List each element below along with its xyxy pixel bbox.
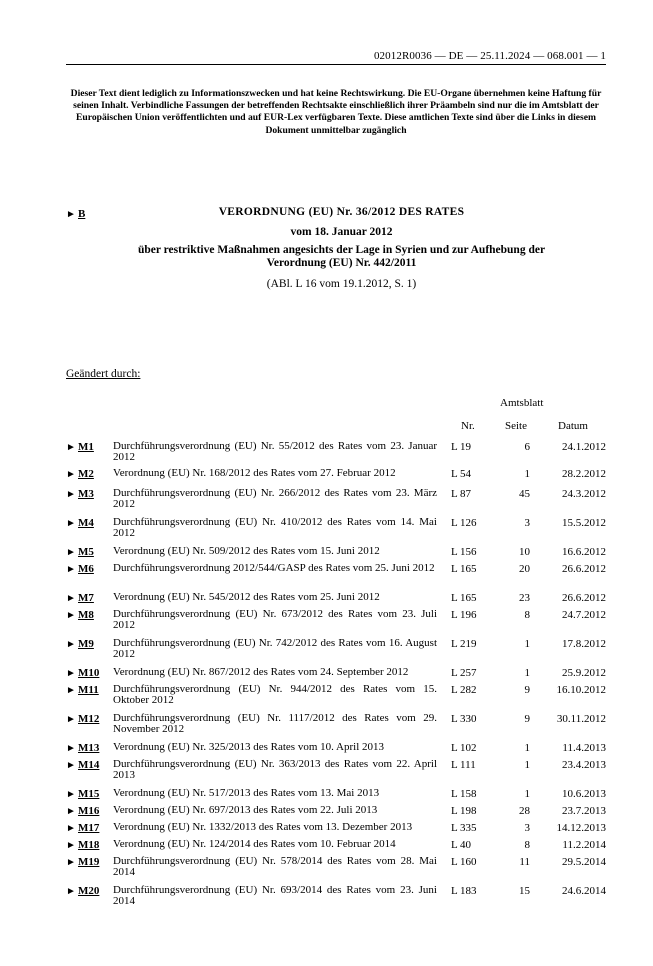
marker-arrow-icon: ►: [66, 743, 76, 754]
marker-arrow-icon: ►: [66, 857, 76, 868]
amendment-page: 9: [524, 713, 530, 725]
amendment-date: 11.2.2014: [562, 839, 606, 851]
amendment-row: [66, 759, 606, 785]
marker-arrow-icon: ►: [66, 685, 76, 696]
amendment-code-link[interactable]: M4: [78, 517, 94, 529]
amendment-oj-number: L 257: [451, 667, 477, 679]
amendment-oj-number: L 126: [451, 517, 477, 529]
marker-arrow-icon: ►: [66, 442, 76, 453]
amendment-row: [66, 638, 606, 664]
amendment-oj-number: L 330: [451, 713, 477, 725]
amendment-date: 14.12.2013: [556, 822, 606, 834]
amendment-oj-number: L 40: [451, 839, 472, 851]
amendment-date: 24.6.2014: [562, 885, 606, 897]
amendment-page: 3: [524, 517, 530, 529]
amendment-code-link[interactable]: M19: [78, 856, 100, 868]
marker-arrow-icon: ►: [66, 806, 76, 817]
amendment-marker[interactable]: [66, 609, 94, 621]
amendment-row: [66, 684, 606, 710]
base-act-code-link[interactable]: B: [78, 208, 86, 220]
amendment-code-link[interactable]: M20: [78, 885, 100, 897]
amendment-marker[interactable]: [66, 517, 94, 529]
amendment-row: [66, 441, 606, 467]
amendment-marker[interactable]: [66, 805, 99, 817]
amendment-code-link[interactable]: M3: [78, 488, 94, 500]
marker-arrow-icon: ►: [66, 489, 76, 500]
amendment-code-link[interactable]: M11: [78, 684, 99, 696]
amendment-page: 8: [524, 609, 530, 621]
amendment-code-link[interactable]: M16: [78, 805, 100, 817]
amendment-code-link[interactable]: M17: [78, 822, 100, 834]
amendment-oj-number: L 198: [451, 805, 477, 817]
amendment-title: Durchführungsverordnung 2012/544/GASP des Rates vom 25. Juni 2012: [113, 562, 435, 574]
amendment-oj-number: L 102: [451, 742, 477, 754]
amendment-marker[interactable]: [66, 713, 99, 725]
amendment-oj-number: L 196: [451, 609, 477, 621]
amendment-row: [66, 856, 606, 882]
column-heading-no: Nr.: [461, 420, 475, 432]
marker-arrow-icon: ►: [66, 209, 76, 220]
amendment-title: Verordnung (EU) Nr. 1332/2013 des Rates vom 13. Dezember 2013: [113, 821, 413, 833]
amendment-row: [66, 713, 606, 739]
amendment-title: Verordnung (EU) Nr. 697/2013 des Rates vom 22. Juli 2013: [113, 804, 378, 816]
amendment-marker[interactable]: [66, 488, 94, 500]
amendment-date: 17.8.2012: [562, 638, 606, 650]
amendment-page: 20: [519, 563, 530, 575]
marker-arrow-icon: ►: [66, 610, 76, 621]
amendment-date: 16.6.2012: [562, 546, 606, 558]
amendment-code-link[interactable]: M18: [78, 839, 100, 851]
amendment-page: 15: [519, 885, 530, 897]
amendment-date: 29.5.2014: [562, 856, 606, 868]
amendment-marker[interactable]: [66, 468, 94, 480]
amendment-oj-number: L 282: [451, 684, 477, 696]
amendment-page: 1: [524, 638, 530, 650]
amendment-date: 24.1.2012: [562, 441, 606, 453]
amendment-date: 11.4.2013: [562, 742, 606, 754]
amendment-row: [66, 563, 606, 589]
amendment-date: 15.5.2012: [562, 517, 606, 529]
amendment-page: 1: [524, 742, 530, 754]
amendment-oj-number: L 158: [451, 788, 477, 800]
amendment-oj-number: L 165: [451, 563, 477, 575]
regulation-oj-reference: (ABl. L 16 vom 19.1.2012, S. 1): [266, 278, 417, 290]
regulation-subject: über restriktive Maßnahmen angesichts der Lage in Syrien und zur Aufhebung der Verordnung (EU) Nr. 442/2011: [137, 244, 546, 269]
amendment-title: Durchführungsverordnung (EU) Nr. 578/2014 des Rates vom 28. Mai 2014: [113, 855, 437, 878]
amendment-title: Verordnung (EU) Nr. 867/2012 des Rates vom 24. September 2012: [113, 666, 409, 678]
amendment-marker[interactable]: [66, 788, 99, 800]
amendment-date: 23.4.2013: [562, 759, 606, 771]
amendment-date: 26.6.2012: [562, 592, 606, 604]
amendment-code-link[interactable]: M9: [78, 638, 94, 650]
amendment-page: 6: [524, 441, 530, 453]
header-rule: [66, 64, 606, 65]
amendment-page: 11: [519, 856, 530, 868]
amendment-title: Durchführungsverordnung (EU) Nr. 944/2012 des Rates vom 15. Oktober 2012: [113, 683, 437, 706]
marker-arrow-icon: ►: [66, 668, 76, 679]
amendment-code-link[interactable]: M7: [78, 592, 94, 604]
header-reference: 02012R0036 — DE — 25.11.2024 — 068.001 — 1: [373, 50, 606, 62]
amendment-code-link[interactable]: M6: [78, 563, 94, 575]
regulation-heading: [80, 206, 603, 290]
amendment-code-link[interactable]: M13: [78, 742, 100, 754]
amendment-page: 28: [519, 805, 530, 817]
amendment-page: 1: [524, 667, 530, 679]
amendment-code-link[interactable]: M14: [78, 759, 100, 771]
amendment-date: 24.7.2012: [562, 609, 606, 621]
amendment-date: 24.3.2012: [562, 488, 606, 500]
amendment-date: 10.6.2013: [562, 788, 606, 800]
amendment-title: Durchführungsverordnung (EU) Nr. 363/2013 des Rates vom 22. April 2013: [113, 758, 437, 781]
amendment-title: Durchführungsverordnung (EU) Nr. 693/2014 des Rates vom 23. Juni 2014: [113, 884, 437, 907]
column-heading-page: Seite: [505, 420, 527, 432]
marker-arrow-icon: ►: [66, 639, 76, 650]
amendment-page: 8: [524, 839, 530, 851]
amendment-row: [66, 488, 606, 514]
regulation-title: VERORDNUNG (EU) Nr. 36/2012 DES RATES: [218, 206, 465, 218]
amendment-title: Durchführungsverordnung (EU) Nr. 742/2012 des Rates vom 16. August 2012: [113, 637, 437, 660]
amendment-date: 23.7.2013: [562, 805, 606, 817]
marker-arrow-icon: ►: [66, 564, 76, 575]
marker-arrow-icon: ►: [66, 593, 76, 604]
amendment-oj-number: L 156: [451, 546, 477, 558]
regulation-date: vom 18. Januar 2012: [290, 226, 393, 238]
amended-by-label: Geändert durch:: [66, 368, 141, 380]
amendment-page: 10: [519, 546, 530, 558]
amendment-title: Verordnung (EU) Nr. 168/2012 des Rates vom 27. Februar 2012: [113, 467, 396, 479]
amendment-code-link[interactable]: M15: [78, 788, 100, 800]
amendment-marker[interactable]: [66, 441, 94, 453]
amendment-date: 16.10.2012: [556, 684, 606, 696]
amendment-row: [66, 885, 606, 911]
amendment-marker[interactable]: [66, 684, 99, 696]
amendment-oj-number: L 160: [451, 856, 477, 868]
amendment-code-link[interactable]: M8: [78, 609, 94, 621]
amendment-page: 1: [524, 788, 530, 800]
marker-arrow-icon: ►: [66, 547, 76, 558]
amendment-page: 1: [524, 759, 530, 771]
amendment-row: [66, 517, 606, 543]
amendment-title: Durchführungsverordnung (EU) Nr. 410/2012 des Rates vom 14. Mai 2012: [113, 516, 437, 539]
marker-arrow-icon: ►: [66, 789, 76, 800]
amendment-code-link[interactable]: M5: [78, 546, 94, 558]
marker-arrow-icon: ►: [66, 823, 76, 834]
amendment-title: Verordnung (EU) Nr. 325/2013 des Rates vom 10. April 2013: [113, 741, 384, 753]
disclaimer: Dieser Text dient lediglich zu Informationszwecken und hat keine Rechtswirkung. Die EU-Organe übernehmen keine Haftung für seinen Inhalt. Verbindliche Fassungen der betreffenden Rechtsakte einschließlich ihrer Präambeln sind nur die im Amtsblatt der Europäischen Union veröffentlichten und auf EUR-Lex verfügbaren Texte. Diese amtlichen Texte sind über die Links in diesem Dokument unmittelbar zugänglich: [70, 88, 602, 136]
amendment-code-link[interactable]: M10: [78, 667, 100, 679]
amendment-oj-number: L 335: [451, 822, 477, 834]
amendment-row: [66, 609, 606, 635]
amendment-marker[interactable]: [66, 856, 99, 868]
amendment-page: 23: [519, 592, 530, 604]
amendment-page: 9: [524, 684, 530, 696]
amendment-date: 26.6.2012: [562, 563, 606, 575]
amendment-title: Verordnung (EU) Nr. 517/2013 des Rates vom 13. Mai 2013: [113, 787, 380, 799]
amendment-marker[interactable]: [66, 592, 94, 604]
amendment-page: 1: [524, 468, 530, 480]
amendment-oj-number: L 165: [451, 592, 477, 604]
amendment-title: Verordnung (EU) Nr. 509/2012 des Rates vom 15. Juni 2012: [113, 545, 380, 557]
amendment-code-link[interactable]: M2: [78, 468, 94, 480]
amendment-marker[interactable]: [66, 546, 94, 558]
marker-arrow-icon: ►: [66, 886, 76, 897]
amendment-marker[interactable]: [66, 759, 99, 771]
marker-arrow-icon: ►: [66, 469, 76, 480]
amendment-marker[interactable]: [66, 638, 94, 650]
amendment-oj-number: L 183: [451, 885, 477, 897]
column-heading-date: Datum: [558, 420, 588, 432]
amendment-marker[interactable]: [66, 563, 94, 575]
amendment-date: 30.11.2012: [556, 713, 606, 725]
amendment-date: 25.9.2012: [562, 667, 606, 679]
amendment-oj-number: L 219: [451, 638, 477, 650]
marker-arrow-icon: ►: [66, 518, 76, 529]
amendment-oj-number: L 87: [451, 488, 472, 500]
amendment-oj-number: L 54: [451, 468, 472, 480]
amendment-page: 3: [524, 822, 530, 834]
amendment-marker[interactable]: [66, 742, 99, 754]
marker-arrow-icon: ►: [66, 714, 76, 725]
amendment-title: Durchführungsverordnung (EU) Nr. 55/2012 des Rates vom 23. Januar 2012: [113, 440, 437, 463]
amendment-oj-number: L 19: [451, 441, 472, 453]
amendment-oj-number: L 111: [451, 759, 476, 771]
amendment-title: Durchführungsverordnung (EU) Nr. 266/2012 des Rates vom 23. März 2012: [113, 487, 437, 510]
marker-arrow-icon: ►: [66, 760, 76, 771]
amendment-title: Durchführungsverordnung (EU) Nr. 673/2012 des Rates vom 23. Juli 2012: [113, 608, 437, 631]
amendment-date: 28.2.2012: [562, 468, 606, 480]
amendment-title: Durchführungsverordnung (EU) Nr. 1117/2012 des Rates vom 29. November 2012: [113, 712, 437, 735]
marker-arrow-icon: ►: [66, 840, 76, 851]
amendment-marker[interactable]: [66, 822, 99, 834]
amendment-code-link[interactable]: M1: [78, 441, 94, 453]
amendment-marker[interactable]: [66, 885, 99, 897]
amendment-marker[interactable]: [66, 667, 99, 679]
amendment-marker[interactable]: [66, 839, 99, 851]
amendment-page: 45: [519, 488, 530, 500]
column-group-heading: Amtsblatt: [500, 397, 544, 409]
amendment-code-link[interactable]: M12: [78, 713, 100, 725]
amendment-title: Verordnung (EU) Nr. 124/2014 des Rates vom 10. Februar 2014: [113, 838, 396, 850]
amendment-title: Verordnung (EU) Nr. 545/2012 des Rates vom 25. Juni 2012: [113, 591, 380, 603]
